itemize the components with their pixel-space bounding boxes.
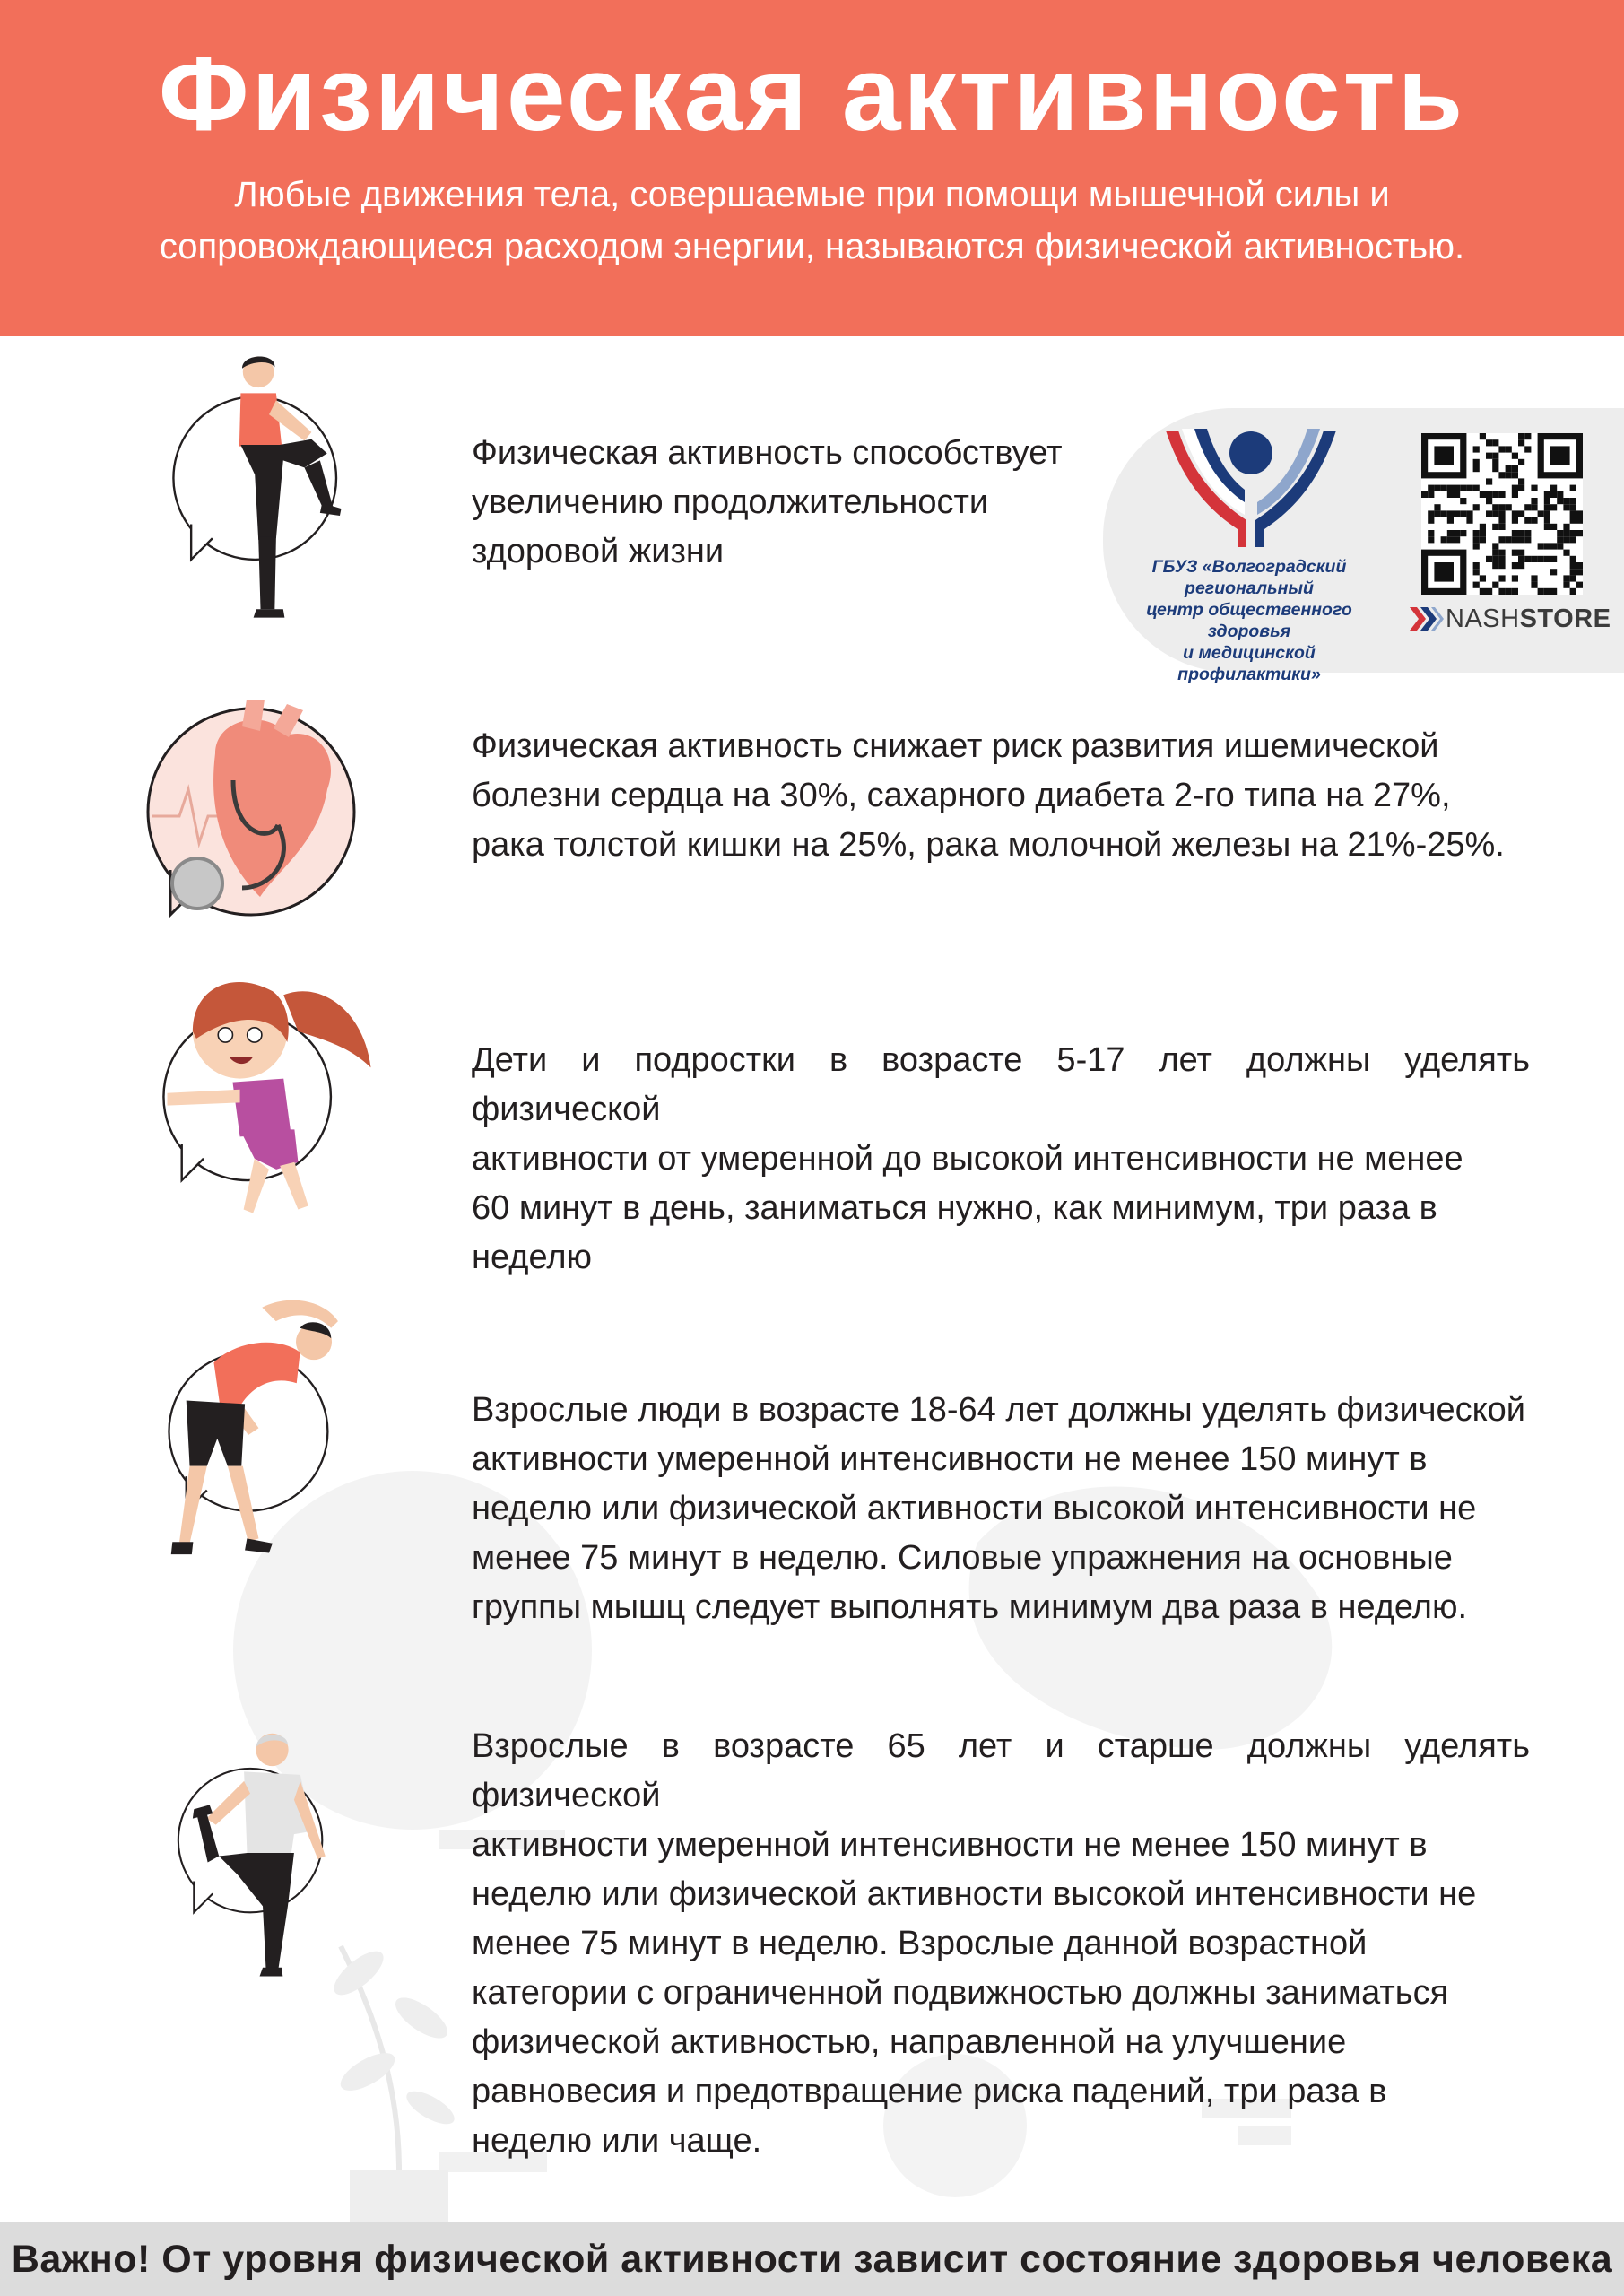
text-line: Дети и подростки в возрасте 5-17 лет должны уделять физической — [472, 1041, 1530, 1128]
caption-line: центр общественного здоровья — [1146, 600, 1352, 641]
heart-stethoscope-icon — [135, 691, 404, 960]
organization-caption — [1110, 556, 1388, 685]
nashstore-light: NASH — [1446, 604, 1520, 633]
page-subtitle — [108, 169, 1516, 273]
subtitle-line: сопровождающиеся расходом энергии, называются физической активностью. — [159, 227, 1465, 266]
subtitle-line: Любые движения тела, совершаемые при помощи мышечной силы и — [234, 175, 1390, 214]
text-line: неделю — [472, 1239, 593, 1276]
text-line: активности умеренной интенсивности не менее 150 минут в — [472, 1826, 1428, 1864]
text-line: активности от умеренной до высокой интенсивности не менее — [472, 1140, 1463, 1178]
text-line: неделю или физической активности высокой интенсивности не — [472, 1490, 1477, 1527]
section-text-5 — [472, 1722, 1530, 2166]
text-line: неделю или чаще. — [472, 2122, 762, 2160]
side-stretch-man-icon — [135, 1300, 404, 1570]
footer-text: Важно! От уровня физической активности зависит состояние здоровья человека — [11, 2238, 1613, 2281]
nashstore-bold: STORE — [1519, 604, 1611, 633]
text-line: группы мышц следует выполнять минимум два раза в неделю. — [472, 1588, 1468, 1626]
qr-code-icon[interactable] — [1421, 433, 1583, 595]
text-line: здоровой жизни — [472, 533, 725, 570]
header-banner — [0, 0, 1624, 336]
caption-line: и медицинской профилактики» — [1177, 643, 1321, 684]
nashstore-logo-icon — [1408, 605, 1446, 632]
text-line: категории с ограниченной подвижностью должны заниматься — [472, 1974, 1449, 2012]
text-line: 60 минут в день, заниматься нужно, как минимум, три раза в — [472, 1189, 1437, 1227]
text-line: равновесия и предотвращение риска падений, три раза в — [472, 2073, 1387, 2110]
page-title: Физическая активность — [158, 35, 1466, 153]
organization-logo-icon — [1157, 422, 1345, 552]
text-line: увеличению продолжительности — [472, 483, 989, 521]
text-line: болезни сердца на 30%, сахарного диабета 2-го типа на 27%, — [472, 777, 1451, 814]
footer-banner — [0, 2222, 1624, 2296]
section-text-2 — [472, 722, 1530, 870]
text-line: Физическая активность снижает риск развития ишемической — [472, 727, 1439, 765]
knee-raise-man-icon — [135, 354, 404, 623]
text-line: менее 75 минут в неделю. Силовые упражнения на основные — [472, 1539, 1453, 1577]
section-text-4 — [472, 1386, 1530, 1632]
text-line: Взрослые в возрасте 65 лет и старше должны уделять физической — [472, 1727, 1530, 1814]
text-line: менее 75 минут в неделю. Взрослые данной возрастной — [472, 1925, 1368, 1962]
text-line: Физическая активность способствует — [472, 434, 1063, 472]
text-line: рака толстой кишки на 25%, рака молочной железы на 21%-25%. — [472, 826, 1505, 864]
section-text-3 — [472, 1036, 1530, 1283]
squatting-girl-icon — [135, 973, 404, 1242]
text-line: активности умеренной интенсивности не менее 150 минут в — [472, 1440, 1428, 1478]
text-line: физической активностью, направленной на улучшение — [472, 2023, 1347, 2061]
nashstore-label — [1446, 603, 1611, 635]
elderly-man-balance-icon — [135, 1731, 404, 2000]
text-line: Взрослые люди в возрасте 18-64 лет должны уделять физической — [472, 1391, 1526, 1429]
section-text-1 — [472, 429, 1099, 577]
caption-line: ГБУЗ «Волгоградский региональный — [1151, 557, 1347, 598]
text-line: неделю или физической активности высокой интенсивности не — [472, 1875, 1477, 1913]
